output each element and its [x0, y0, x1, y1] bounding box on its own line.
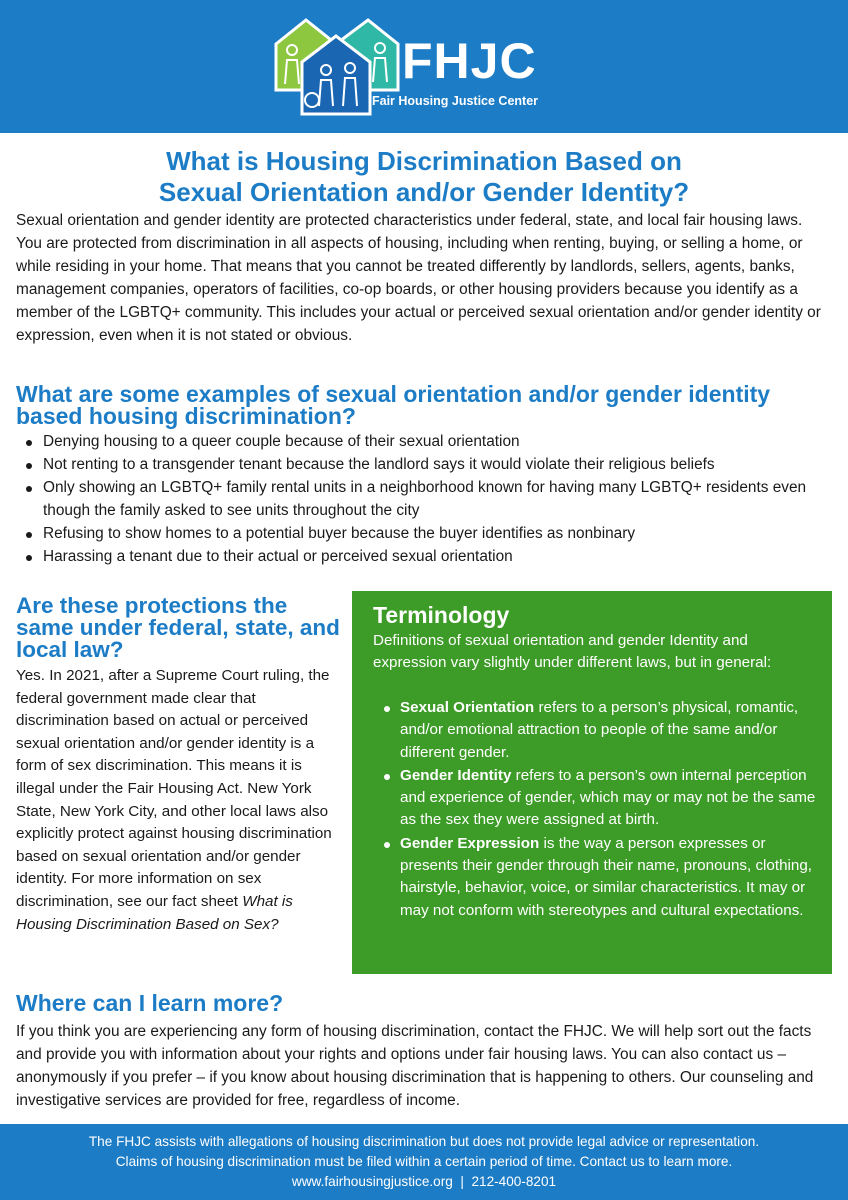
term-item-gender-expression	[373, 833, 823, 922]
terminology-intro: Definitions of sexual orientation and gender Identity and expression vary slightly under different laws, but in general:	[373, 632, 772, 672]
term-name: Gender Expression	[400, 834, 540, 852]
terminology-list	[373, 697, 823, 923]
logo-acronym: FHJC	[402, 33, 537, 89]
terminology-box	[352, 591, 832, 974]
footer-banner	[0, 1124, 848, 1200]
list-item: Refusing to show homes to a potential buyer because the buyer identifies as nonbinary	[16, 522, 831, 545]
page-title-line1: What is Housing Discrimination Based on	[166, 146, 682, 176]
term-name: Sexual Orientation	[400, 699, 535, 716]
fact-sheet-title: What is Housing Discrimination Based on Sex?	[16, 892, 293, 933]
protections-body	[16, 665, 334, 936]
learn-more-paragraph: If you think you are experiencing any form of housing discrimination, contact the FHJC. We will help sort out the facts and provide you with information about your rights and options under fair housing laws. You can also contact us – anonymously if you prefer – if you know about housing discrimination that is happening to others. Our counseling and investigative services are provided for free, regardless of income.	[16, 1023, 814, 1109]
term-item-sexual-orientation	[373, 697, 823, 764]
intro-paragraph: Sexual orientation and gender identity are protected characteristics under federal, state, and local fair housing laws. You are protected from discrimination in all aspects of housing, including when renting, buying, or selling a home, or while residing in your home. That means that you cannot be treated differently by landlords, sellers, agents, banks, management companies, operators of facilities, co-op boards, or other housing providers because you identify as a member of the LGBTQ+ community. This includes your actual or perceived sexual orientation and/or gender identity or expression, even when it is not stated or obvious.	[16, 212, 821, 344]
term-item-gender-identity	[373, 765, 823, 832]
fhjc-logo	[272, 14, 572, 120]
list-item: Denying housing to a queer couple because of their sexual orientation	[16, 430, 831, 453]
page-title-line2: Sexual Orientation and/or Gender Identity?	[158, 177, 690, 207]
examples-list	[16, 430, 831, 568]
examples-heading: What are some examples of sexual orientation and/or gender identity based housing discrimination?	[16, 381, 771, 429]
term-name: Gender Identity	[400, 766, 512, 784]
footer-contact[interactable]: www.fairhousingjustice.org | 212-400-8201	[291, 1174, 557, 1189]
footer-disclaimer-line1: The FHJC assists with allegations of housing discrimination but does not provide legal advice or representation.	[88, 1134, 760, 1149]
header-banner	[0, 0, 848, 133]
footer-disclaimer-line2: Claims of housing discrimination must be filed within a certain period of time. Contact us to learn more.	[115, 1154, 733, 1169]
term-definition: refers to a person’s own internal perception and experience of gender, which may or may not be the same as the sex they were assigned at birth.	[400, 766, 816, 829]
term-definition: refers to a person’s physical, romantic, and/or emotional attraction to people of the same and/or different gender.	[400, 699, 799, 761]
list-item: Not renting to a transgender tenant because the landlord says it would violate their religious beliefs	[16, 453, 831, 476]
list-item: Only showing an LGBTQ+ family rental units in a neighborhood known for having many LGBTQ+ residents even though the family asked to see units throughout the city	[16, 476, 831, 522]
term-definition: is the way a person expresses or presents their gender through their name, pronouns, clothing, hairstyle, behavior, voice, or similar characteristics. It may or may not conform with stereotypes and cultural expectations.	[400, 834, 813, 919]
learn-more-heading: Where can I learn more?	[16, 990, 284, 1016]
logo-org-name: Fair Housing Justice Center	[372, 94, 539, 108]
terminology-title: Terminology	[373, 602, 510, 628]
list-item: Harassing a tenant due to their actual or perceived sexual orientation	[16, 545, 831, 568]
protections-text: Yes. In 2021, after a Supreme Court ruling, the federal government made clear that discrimination based on actual or perceived sexual orientation and/or gender identity is a form of sex discrimination. This means it is illegal under the Fair Housing Act. New York State, New York City, and other local laws also explicitly protect against housing discrimination based on sexual orientation and/or gender identity. For more information on sex discrimination, see our fact sheet	[16, 667, 332, 910]
protections-heading: Are these protections the same under federal, state, and local law?	[16, 593, 340, 662]
page-title	[0, 146, 848, 208]
